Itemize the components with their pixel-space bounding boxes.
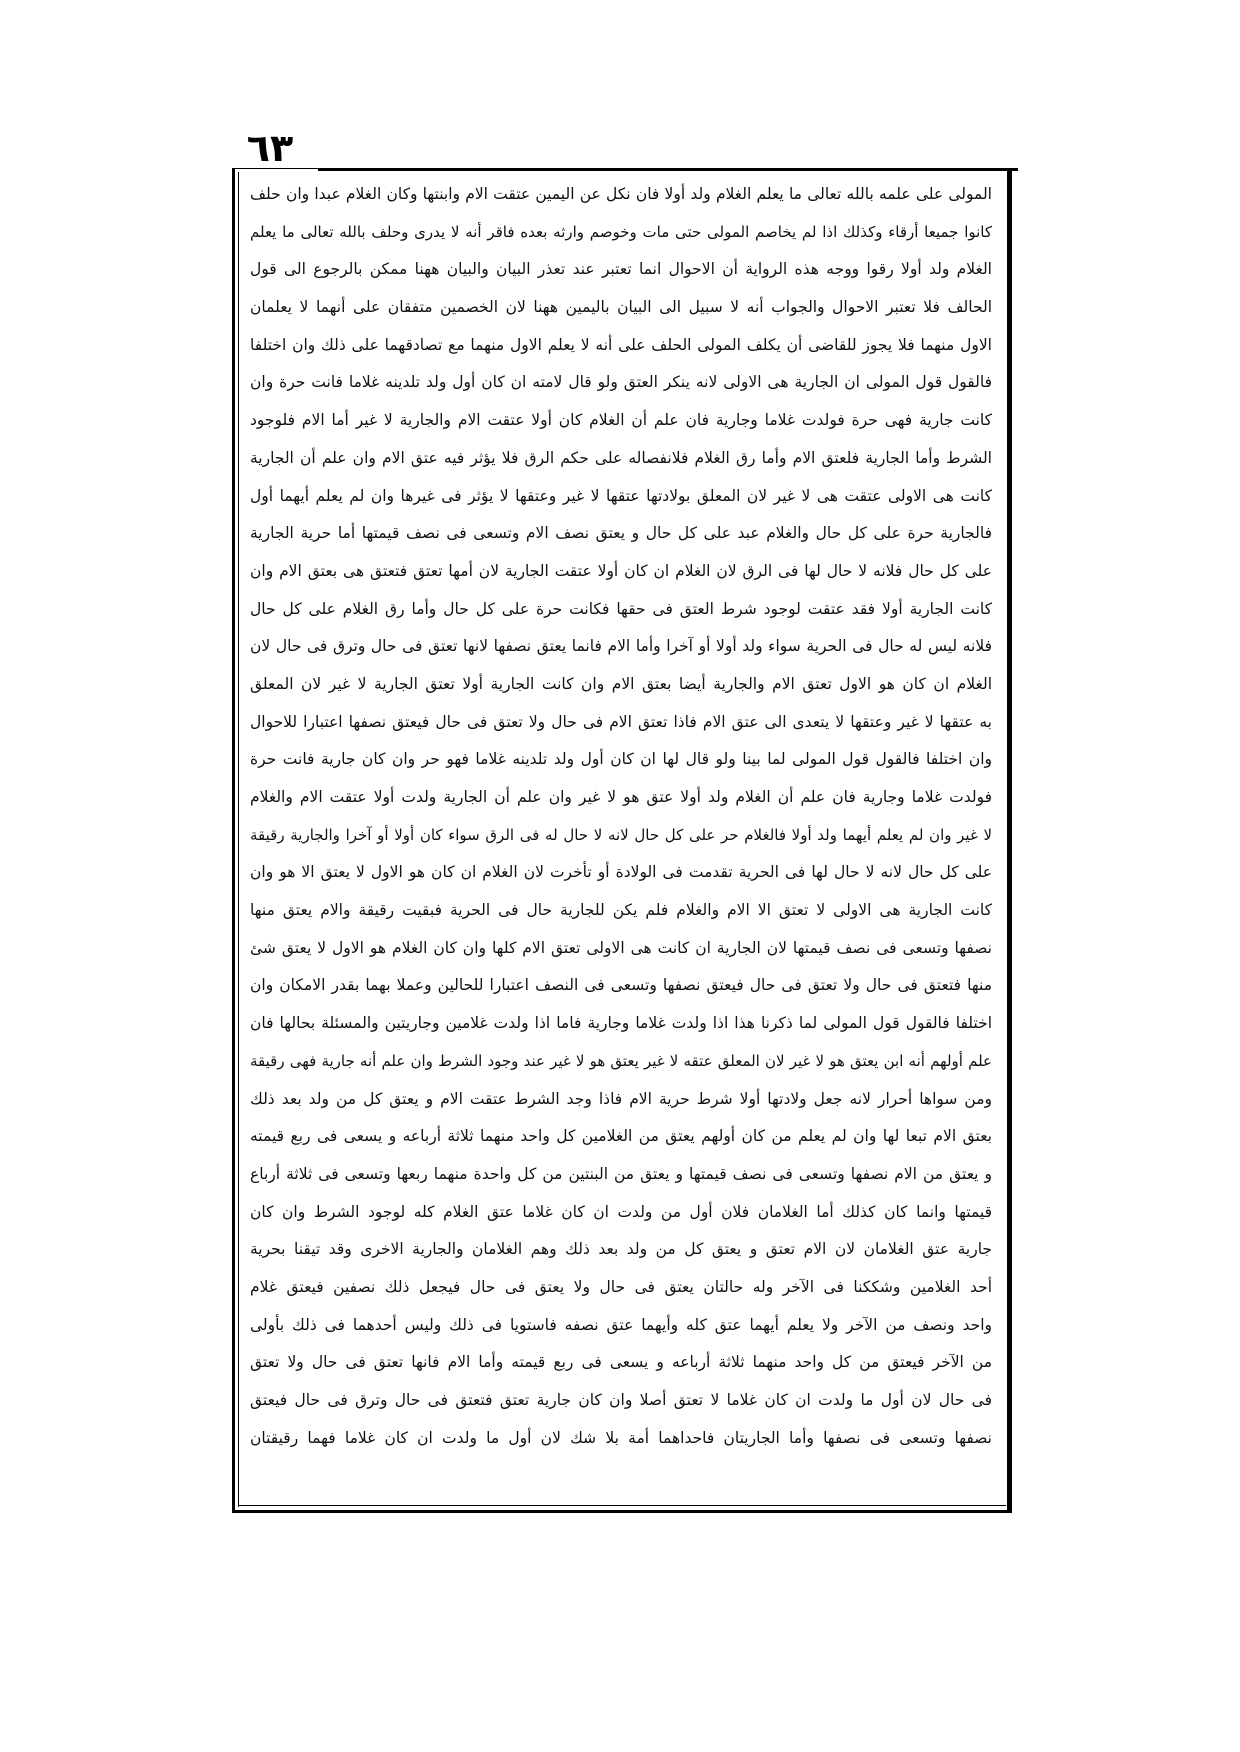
text-line: اختلفا فالقول قول المولى لما ذكرنا هذا اذا ولدت غلاما وجارية فاما اذا ولدت غلامين وجاريتين والمسئلة بحالها فان	[250, 1014, 992, 1033]
text-line: نصفها وتسعى فى نصفها وأما الجاريتان فاحداهما أمة بلا شك لان أول ما ولدت ان كان غلاما فهما رقيقتان	[250, 1428, 992, 1447]
frame-inner-bottom-rule	[238, 1505, 1006, 1506]
text-line: فولدت غلاما وجارية فان علم أن الغلام ولد أولا عتق هو لا غير وان علم أن الجارية ولدت أولا عتقت الام والغلام	[250, 788, 992, 806]
text-line: واحد ونصف من الآخر ولا يعلم أيهما عتق كله وأيهما عتق نصفه فاستويا فى ذلك وليس أحدهما فى ذلك بأولى	[250, 1315, 992, 1334]
text-line: به عتقها لا غير وعتقها لا يتعدى الى عتق الام فاذا تعتق الام فى حال ولا تعتق فى حال فيعتق نصفها اعتبارا للاحوال	[250, 712, 992, 731]
text-line: أحد الغلامين وشككنا فى الآخر وله حالتان يعتق فى حال ولا يعتق فى حال فيجعل ذلك نصفين فيعتق غلام	[250, 1277, 992, 1296]
text-line: كانت الجارية هى الاولى لا تعتق الا الام والغلام فلم يكن للجارية حال فى الحرية فبقيت رقيقة والام يعتق منها	[250, 901, 992, 920]
text-line: فالجارية حرة على كل حال والغلام عبد على كل حال و يعتق نصف الام وتسعى فى نصف قيمتها أما حرية الجارية	[250, 524, 992, 543]
text-line: جارية عتق الغلامان لان الام تعتق و يعتق كل من ولد بعد ذلك وهم الغلامان والجارية الاخرى وقد تيقنا بحرية	[250, 1240, 992, 1259]
text-line: فى حال لان أول ما ولدت ان كان غلاما لا تعتق أصلا وان كان جارية تعتق فتعتق فى حال وترق فى حال فيعتق	[250, 1391, 992, 1409]
text-line: على كل حال فلانه لا حال لها فى الرق لان الغلام ان كان أولا عتقت الجارية لان أمها تعتق فتعتق هى بعتق الام وان	[250, 561, 992, 580]
body-text	[250, 176, 992, 1496]
text-line: كانت الجارية أولا فقد عتقت لوجود شرط العتق فى حقها فكانت حرة على كل حال وأما رق الغلام على كل حال	[250, 599, 992, 618]
page-number: ٦٣	[246, 126, 294, 170]
text-line: علم أولهم أنه ابن يعتق هو لا غير لان المعلق عتقه لا غير يعتق هو لا غير عند وجود الشرط وان علم أنه جارية فهى رقيقة	[250, 1051, 992, 1070]
text-line: من الآخر فيعتق من كل واحد منهما ثلاثة أرباعه و يسعى فى ربع قيمته وأما الام فانها تعتق فى حال ولا تعتق	[250, 1353, 992, 1372]
text-line: كانت جارية فهى حرة فولدت غلاما وجارية فان علم أن الغلام كان أولا عتقت الام والجارية لا غير أما الام فلوجود	[250, 411, 992, 430]
text-line: كانوا جميعا أرقاء وكذلك اذا لم يخاصم المولى حتى مات وخوصم وارثه بعده فاقر أنه لا يدرى وحلف بالله تعالى ما يعلم	[250, 222, 992, 241]
text-line: وان اختلفا فالقول قول المولى لما بينا ولو قال لها ان كان أول ولد تلدينه غلاما فهو حر وان كان جارية فانت حرة	[250, 750, 992, 769]
text-line: و يعتق من الام نصفها وتسعى فى نصف قيمتها و يعتق من البنتين من كل واحدة منهما ربعها وتسعى فى ثلاثة أرباع	[250, 1164, 992, 1183]
text-line: كانت هى الاولى عتقت هى لا غير لان المعلق بولادتها عتقها لا غير وعتقها لا يؤثر فى غيرها وان لم يعلم أيهما أول	[250, 486, 992, 505]
text-line: على كل حال لانه لا حال لها فى الحرية تقدمت فى الولادة أو تأخرت لان الغلام ان كان هو الاول لا يعتق الا هو وان	[250, 863, 992, 882]
text-line: فالقول قول المولى ان الجارية هى الاولى لانه ينكر العتق ولو قال لامته ان كان أول ولد تلدينه غلاما فانت حرة وان	[250, 373, 992, 392]
text-line: نصفها وتسعى فى نصف قيمتها لان الجارية ان كانت هى الاولى تعتق الام كلها وان كان الغلام هو الاول لا يعتق شئ	[250, 938, 992, 957]
text-line: ومن سواها أحرار لانه جعل ولادتها أولا شرط حرية الام فاذا وجد الشرط عتقت الام و يعتق كل من ولد بعد ذلك	[250, 1089, 992, 1108]
text-line: منها فتعتق فى حال ولا تعتق فى حال فيعتق نصفها وتسعى فى النصف اعتبارا للحالين وعملا بهما بقدر الامكان وان	[250, 976, 992, 995]
text-line: الغلام ان كان هو الاول تعتق الام والجارية أيضا بعتق الام وان كانت الجارية أولا تعتق الجارية لا غير لان المعلق	[250, 674, 992, 693]
text-line: فلانه ليس له حال فى الحرية سواء ولد أولا أو آخرا وأما الام فانما يعتق نصفها لانها تعتق فى حال وترق فى حال لان	[250, 637, 992, 656]
text-line: لا غير وان لم يعلم أيهما ولد أولا فالغلام حر على كل حال لانه لا حال له فى الرق سواء كان أولا أو آخرا والجارية رقيقة	[250, 825, 992, 844]
text-line: الاول منهما فلا يجوز للقاضى أن يكلف المولى الحلف على أنه لا يعلم الاول منهما مع تصادقهما على ذلك وان اختلفا	[250, 335, 992, 354]
text-line: بعتق الام تبعا لها وان لم يعلم من كان أولهم يعتق من الغلامين كل واحد منهما ثلاثة أرباعه و يسعى فى ربع قيمته	[250, 1127, 992, 1146]
text-line: المولى على علمه بالله تعالى ما يعلم الغلام ولد أولا فان نكل عن اليمين عتقت الام وابنتها وكان الغلام عبدا وان حلف	[250, 185, 992, 203]
text-line: قيمتها وانما كان كذلك أما الغلامان فلان أول من ولدت ان كان غلاما عتق الغلام كله لوجود الشرط وان كان	[250, 1202, 992, 1221]
frame-inner-left-rule	[238, 172, 239, 1507]
text-line: الشرط وأما الجارية فلعتق الام وأما رق الغلام فلانفصاله على حكم الرق فلا يؤثر فيه عتق الام وان علم أن الجارية	[250, 448, 992, 467]
text-line: الغلام ولد أولا رقوا ووجه هذه الرواية أن الاحوال انما تعتبر عند تعذر البيان والبيان ههنا ممكن بالرجوع الى قول	[250, 260, 992, 279]
text-line: الحالف فلا تعتبر الاحوال والجواب أنه لا سبيل الى البيان باليمين ههنا لان الخصمين متفقان على أنهما لا يعلمان	[250, 298, 992, 317]
